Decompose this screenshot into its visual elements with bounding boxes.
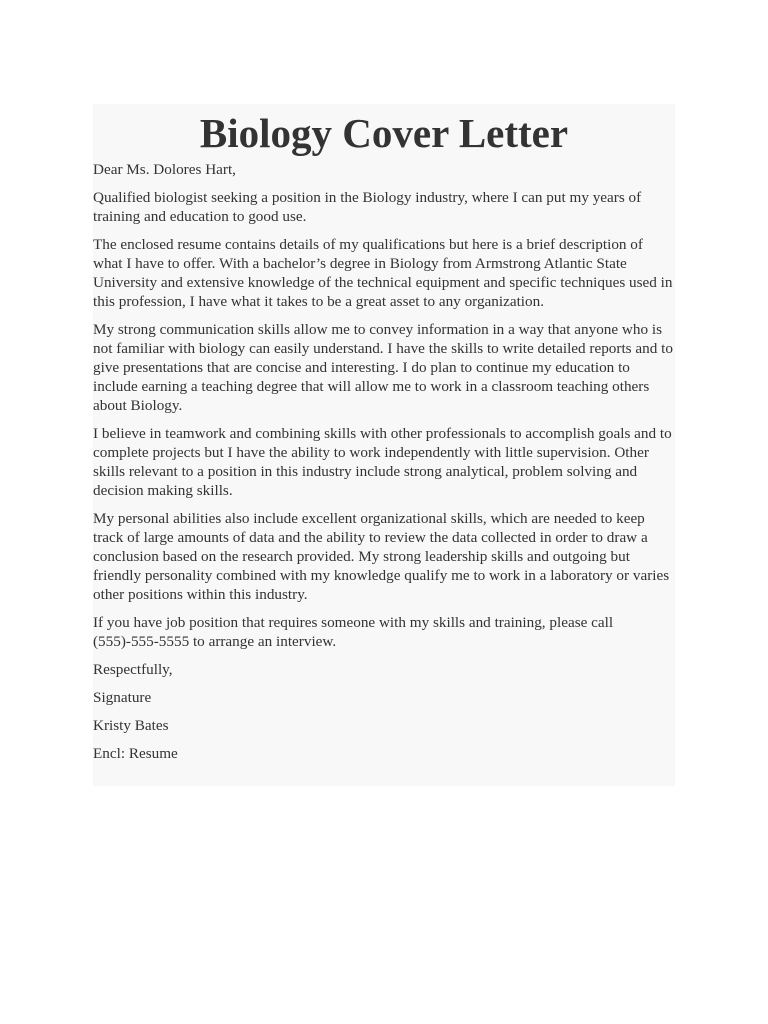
- enclosure: Encl: Resume: [93, 745, 178, 762]
- paragraph-call-to-action: If you have job position that requires someone with my skills and training, please call (555)-555-5555 to arrange an interview.: [93, 614, 614, 650]
- paragraph-personal-abilities: My personal abilities also include excellent organizational skills, which are needed to keep track of large amounts of data and the ability to review the data collected in order to draw a conclusion based on the research provided. My strong leadership skills and outgoing but friendly personality combined with my knowledge qualify me to work in a laboratory or varies other positions within this industry.: [93, 510, 670, 603]
- closing: Respectfully,: [93, 661, 173, 678]
- paragraph-teamwork: I believe in teamwork and combining skills with other professionals to accomplish goals and to complete projects but I have the ability to work independently with little supervision. Other skills relevant to a position in this industry include strong analytical, problem solving and decision making skills.: [93, 425, 672, 499]
- sender-name: Kristy Bates: [93, 717, 169, 734]
- paragraph-qualifications: The enclosed resume contains details of my qualifications but here is a brief description of what I have to offer. With a bachelor’s degree in Biology from Armstrong Atlantic State University and extensive knowledge of the technical equipment and specific techniques used in this profession, I have what it takes to be a great asset to any organization.: [93, 236, 673, 310]
- paragraph-communication: My strong communication skills allow me to convey information in a way that anyone who is not familiar with biology can easily understand. I have the skills to write detailed reports and to give presentations that are concise and interesting. I do plan to continue my education to include earning a teaching degree that will allow me to work in a classroom teaching others about Biology.: [93, 321, 673, 414]
- letter-title: Biology Cover Letter: [199, 110, 569, 156]
- salutation: Dear Ms. Dolores Hart,: [93, 161, 236, 178]
- paragraph-intro: Qualified biologist seeking a position in the Biology industry, where I can put my years of training and education to good use.: [93, 189, 642, 225]
- cover-letter: [93, 104, 675, 786]
- signature: Signature: [93, 689, 152, 706]
